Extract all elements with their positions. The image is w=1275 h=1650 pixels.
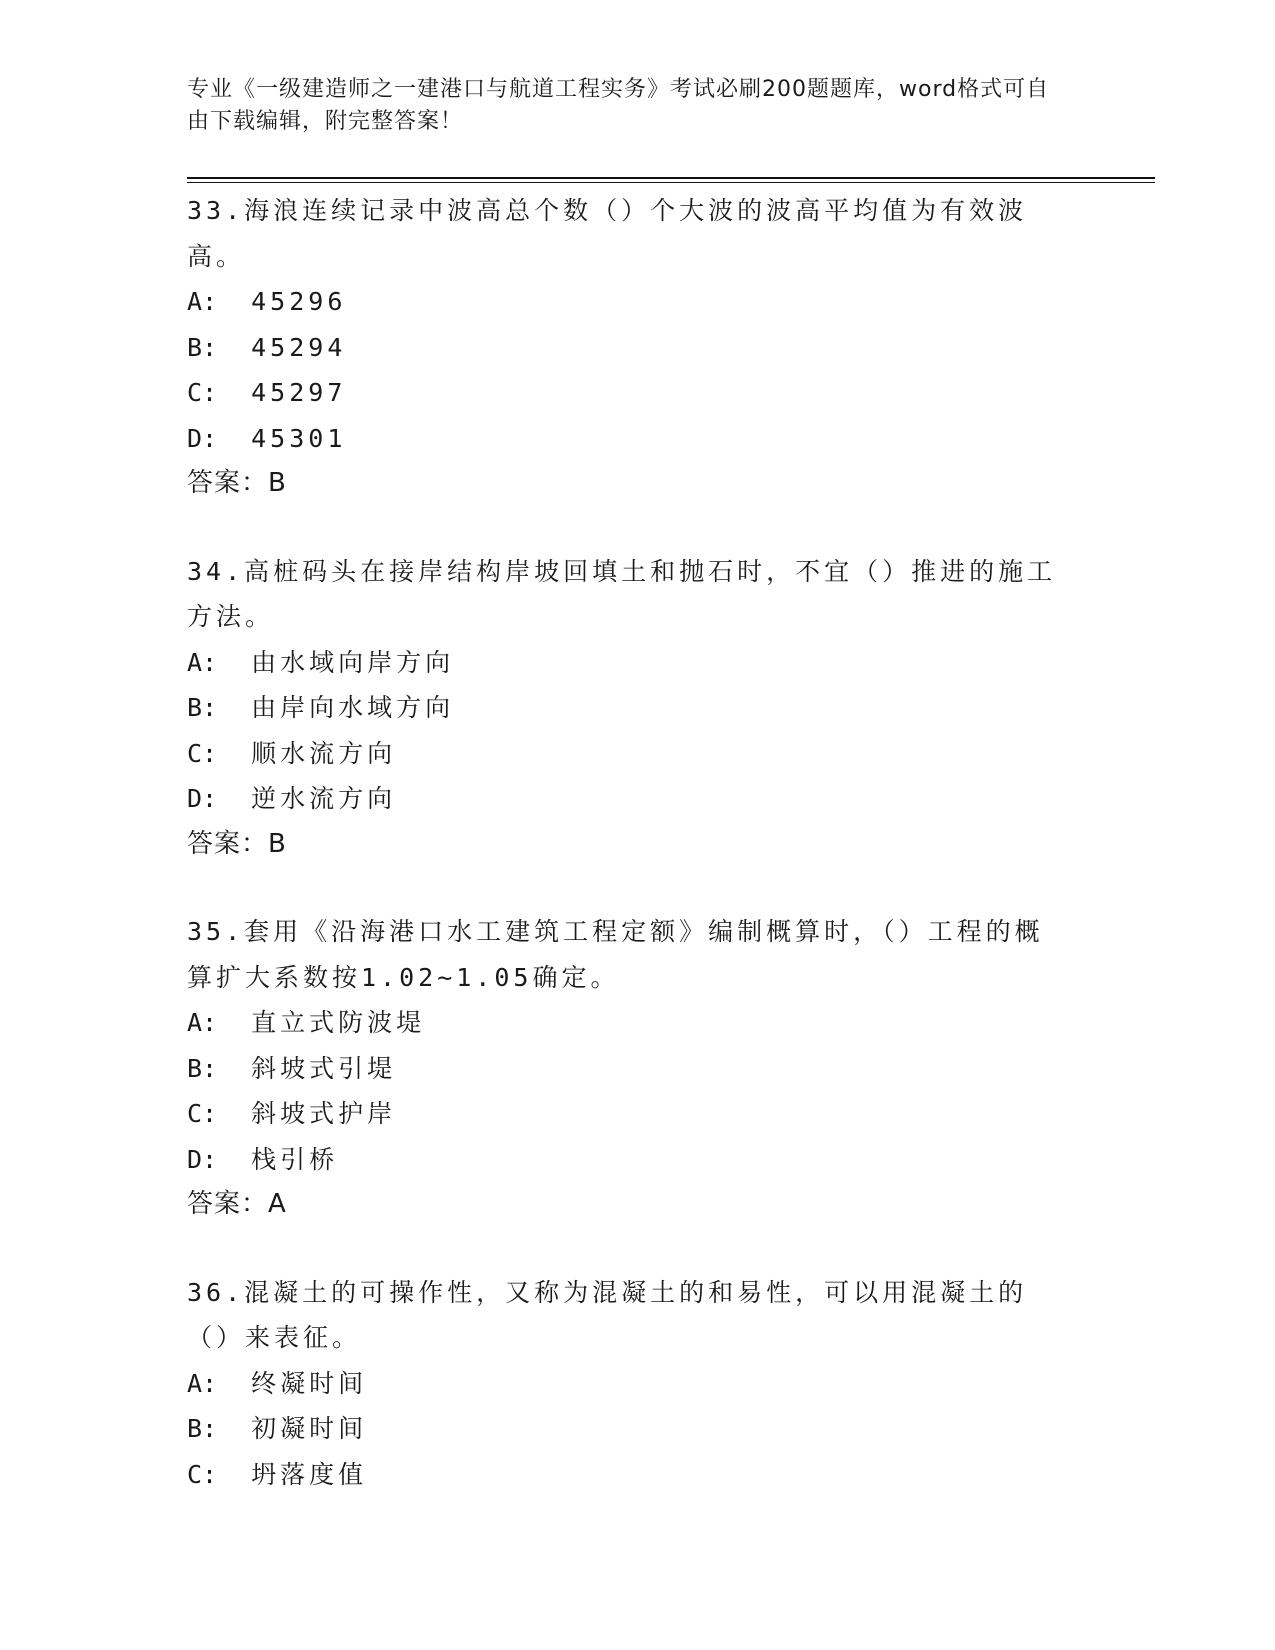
question-list [187, 188, 1087, 1539]
option-c [187, 1452, 1087, 1498]
option-key: D: [187, 1144, 218, 1174]
option-a [187, 1000, 1087, 1046]
header-divider-thick [187, 177, 1155, 179]
option-d [187, 776, 1087, 822]
option-text: 斜坡式引堤 [251, 1053, 397, 1083]
option-key: C: [187, 378, 218, 407]
answer-line: 答案：B [187, 828, 287, 859]
option-key: A: [187, 1008, 218, 1037]
option-key: D: [187, 423, 218, 453]
answer-line: 答案：A [187, 1189, 287, 1219]
option-key: B: [187, 693, 218, 722]
option-b [187, 325, 1087, 371]
option-text: 顺水流方向 [251, 738, 397, 768]
option-c [187, 731, 1087, 777]
answer-line: 答案：B [187, 468, 287, 498]
option-text: 初凝时间 [251, 1414, 368, 1443]
option-d [187, 416, 1087, 462]
option-key: C: [187, 1099, 218, 1128]
option-key: C: [187, 1459, 218, 1489]
question-stem: 34.高桩码头在接岸结构岸坡回填土和抛石时，不宜（）推进的施工方法。 [187, 556, 1057, 631]
option-text: 斜坡式护岸 [251, 1099, 397, 1128]
document-header: 专业《一级建造师之一建港口与航道工程实务》考试必刷200题题库，word格式可自由下载编辑，附完整答案！ [187, 77, 1050, 134]
option-key: B: [187, 1053, 218, 1083]
option-text: 45294 [251, 332, 347, 362]
header-divider-thin [187, 182, 1155, 183]
option-d [187, 1137, 1087, 1183]
option-a [187, 279, 1087, 325]
question-stem: 33.海浪连续记录中波高总个数（）个大波的波高平均值为有效波高。 [187, 196, 1028, 271]
option-key: A: [187, 287, 218, 316]
option-text: 坍落度值 [251, 1459, 368, 1489]
option-key: A: [187, 1368, 218, 1398]
question-stem: 35.套用《沿海港口水工建筑工程定额》编制概算时，（）工程的概算扩大系数按1.02~1.05确定。 [187, 917, 1044, 992]
option-text: 直立式防波堤 [251, 1008, 426, 1037]
option-b [187, 1046, 1087, 1092]
option-key: A: [187, 647, 218, 677]
option-text: 栈引桥 [251, 1144, 339, 1174]
option-c [187, 370, 1087, 416]
option-text: 终凝时间 [251, 1368, 368, 1398]
option-b [187, 685, 1087, 731]
question-stem: 36.混凝土的可操作性，又称为混凝土的和易性，可以用混凝土的（）来表征。 [187, 1277, 1028, 1352]
option-a [187, 640, 1087, 686]
option-a [187, 1361, 1087, 1407]
option-key: D: [187, 784, 218, 813]
option-text: 由水域向岸方向 [251, 647, 455, 677]
question-36 [187, 1270, 1087, 1498]
option-c [187, 1091, 1087, 1137]
option-b [187, 1406, 1087, 1452]
question-34 [187, 549, 1087, 868]
option-text: 45297 [251, 378, 347, 407]
option-text: 45301 [251, 423, 347, 453]
question-35 [187, 909, 1087, 1228]
option-key: B: [187, 1414, 218, 1443]
option-text: 45296 [251, 287, 347, 316]
option-key: C: [187, 738, 218, 768]
option-key: B: [187, 332, 218, 362]
option-text: 由岸向水域方向 [251, 693, 455, 722]
option-text: 逆水流方向 [251, 784, 397, 813]
question-33 [187, 188, 1087, 507]
